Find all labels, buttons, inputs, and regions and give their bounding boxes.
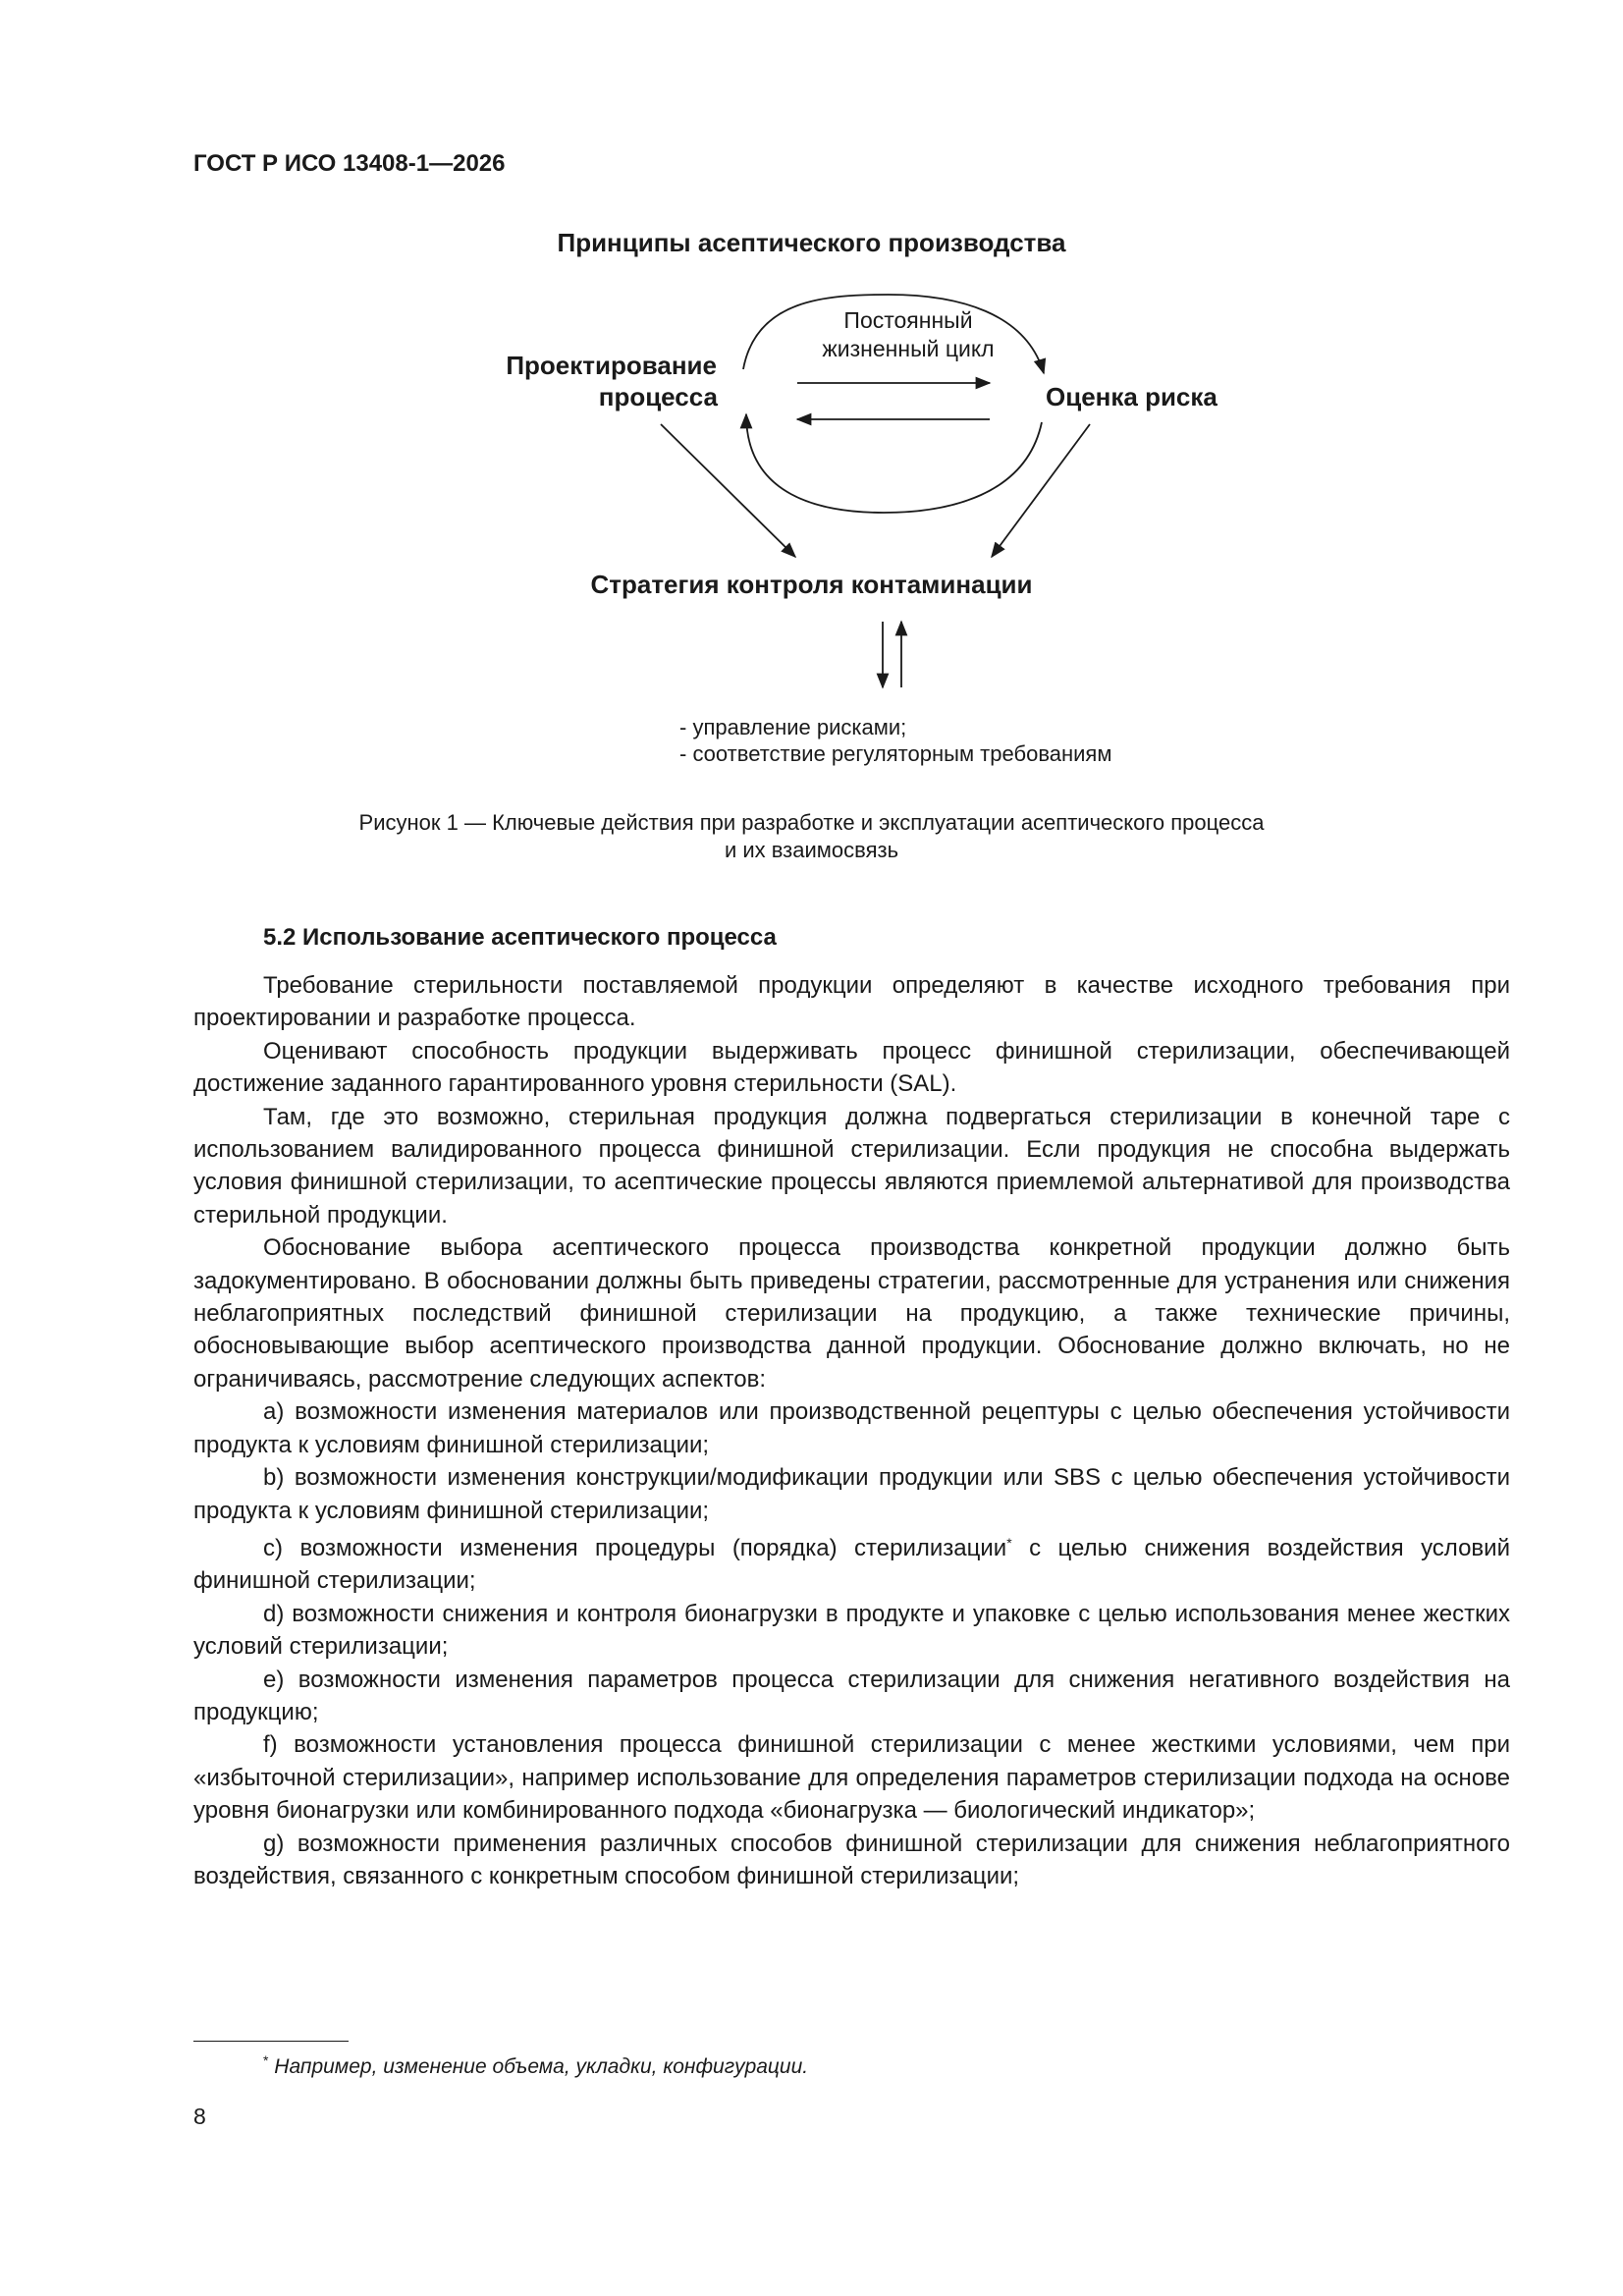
cycle-label-line1: Постоянный (843, 307, 973, 333)
paragraph: Там, где это возможно, стерильная продукция должна подвергаться стерилизации в конечной таре с использованием валидированного процесса финишной стерилизации. Если продукция не способна выдержать условия финишной стерилизации, то асептические процессы являются приемлемой альтернативой для производства стерильной продукции. (193, 1103, 1510, 1229)
cycle-arc-bottom-arrow (746, 414, 1042, 513)
list-item-g: g) возможности применения различных способов финишной стерилизации для снижения неблагоприятного воздействия, связанного с конкретным способом финишной стерилизации; (193, 1830, 1510, 1889)
diagram-arrows (0, 0, 1623, 786)
footnote-divider (193, 2041, 349, 2042)
node-design-line1: Проектирование (506, 351, 717, 380)
footnote (263, 2052, 808, 2079)
list-item-c-part1: c) возможности изменения процедуры (порядка) стерилизации (263, 1534, 1007, 1561)
list-item-d: d) возможности снижения и контроля бионагрузки в продукте и упаковке с целью использования менее жестких условий стерилизации; (193, 1600, 1510, 1661)
figure-caption-line1: Рисунок 1 — Ключевые действия при разработке и эксплуатации асептического процесса (358, 810, 1265, 835)
node-strategy: Стратегия контроля контаминации (590, 570, 1033, 599)
footnote-ref: * (1006, 1534, 1012, 1551)
arrow-design-to-strategy (661, 424, 795, 557)
node-design-line2: процесса (598, 382, 718, 411)
body-text (193, 969, 1510, 1892)
list-item-c-part2: с целью снижения воздействия условий финишной стерилизации; (193, 1534, 1510, 1595)
page-number: 8 (193, 2104, 206, 2129)
list-item-e: e) возможности изменения параметров процесса стерилизации для снижения негативного воздействия на продукцию; (193, 1666, 1510, 1725)
figure-title: Принципы асептического производства (557, 228, 1066, 257)
section-title: 5.2 Использование асептического процесса (263, 924, 777, 951)
node-risk: Оценка риска (1046, 382, 1217, 411)
paragraph: Обоснование выбора асептического процесса производства конкретной продукции должно быть задокументировано. В обосновании должны быть приведены стратегии, рассмотренные для устранения или снижения неблагоприятных последствий финишной стерилизации на продукцию, а также технические причины, обосновывающие выбор асептического производства данной продукции. Обоснование должно включать, но не ограничиваясь, рассмотрение следующих аспектов: (193, 1234, 1510, 1393)
paragraph: Оценивают способность продукции выдерживать процесс финишной стерилизации, обеспечивающей достижение заданного гарантированного уровня стерильности (SAL). (193, 1037, 1510, 1098)
list-item-b: b) возможности изменения конструкции/модификации продукции или SBS с целью обеспечения устойчивости продукта к условиям финишной стерилизации; (193, 1464, 1510, 1524)
footnote-mark: * (263, 2052, 269, 2068)
footnote-text: Например, изменение объема, укладки, конфигурации. (268, 2055, 809, 2078)
outcome-line2: - соответствие регуляторным требованиям (679, 741, 1112, 766)
arrow-risk-to-strategy (992, 424, 1090, 557)
figure-diagram (0, 0, 1623, 786)
list-item-a: a) возможности изменения материалов или производственной рецептуры с целью обеспечения устойчивости продукта к условиям финишной стерилизации; (193, 1398, 1510, 1458)
figure-caption-line2: и их взаимосвязь (724, 838, 899, 862)
list-item-f: f) возможности установления процесса финишной стерилизации с менее жесткими условиями, чем при «избыточной стерилизации», например использование для определения параметров стерилизации подхода на основе уровня бионагрузки или комбинированного подхода «бионагрузка — биологический индикатор»; (193, 1731, 1510, 1825)
paragraph: Требование стерильности поставляемой продукции определяют в качестве исходного требования при проектировании и разработке процесса. (193, 972, 1510, 1032)
document-header: ГОСТ Р ИСО 13408-1—2026 (193, 150, 506, 177)
cycle-label-line2: жизненный цикл (822, 336, 995, 361)
outcome-line1: - управление рисками; (679, 715, 907, 739)
list-item-c (193, 1527, 1510, 1598)
